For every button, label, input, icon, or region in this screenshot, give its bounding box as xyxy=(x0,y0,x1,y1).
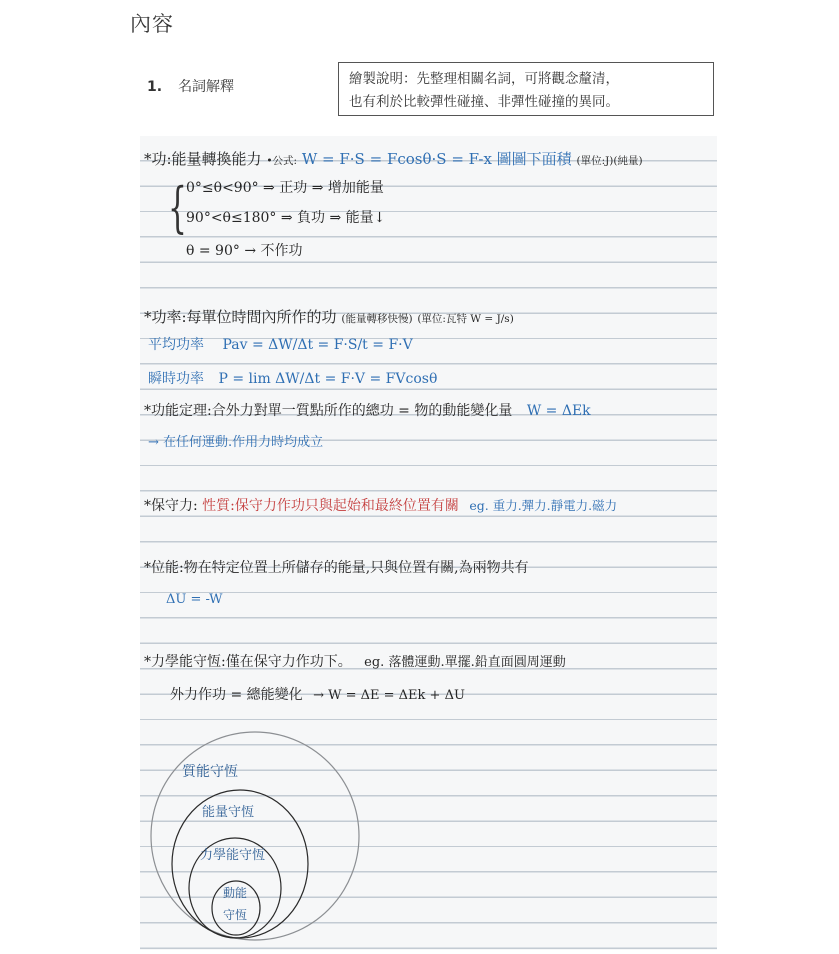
work-formula: W = F·S = Fcosθ·S = F-x 圖圖下面積 xyxy=(301,150,572,168)
page-heading: 內容 xyxy=(130,12,174,36)
work-case-1: 0°≤θ<90° ⇒ 正功 ⇒ 增加能量 xyxy=(186,180,384,196)
mech-eg: eg. 落體運動.單擺.鉛直面圓周運動 xyxy=(364,655,566,670)
mech-formula: → W = ΔE = ΔEk + ΔU xyxy=(313,688,465,703)
avg-power-formula: Pav = ΔW/Δt = F·S/t = F·V xyxy=(222,337,413,353)
handwritten-notebook-page xyxy=(140,136,717,950)
conservative-eg: eg. 重力.彈力.靜電力.磁力 xyxy=(469,498,618,513)
power-note: (能量轉移快慢) xyxy=(341,313,413,325)
theorem-note: → 在任何運動.作用力時均成立 xyxy=(148,435,324,450)
work-formula-label: •公式: xyxy=(266,155,298,167)
section-number: 1. xyxy=(147,79,163,95)
work-label: *功:能量轉換能力 xyxy=(144,150,262,168)
conservative-text: 性質:保守力作功只與起始和最終位置有關 xyxy=(202,498,459,514)
mech-label: *力學能守恆:僅在保守力作功下。 xyxy=(144,654,352,670)
diagram-inner-label-2: 守恆 xyxy=(223,908,248,922)
theorem-formula: W = ΔEk xyxy=(526,403,591,419)
diagram-second-label: 能量守恆 xyxy=(202,805,255,820)
inst-power-formula: P = lim ΔW/Δt = F·V = FVcosθ xyxy=(218,371,438,387)
work-unit: (單位:J)(純量) xyxy=(576,155,643,167)
avg-power-label: 平均功率 xyxy=(148,337,204,353)
drawing-note-box xyxy=(338,62,714,116)
potential-formula: ΔU = -W xyxy=(166,592,223,607)
case-brace: { xyxy=(168,176,187,239)
mech-work: 外力作功 = 總能變化 xyxy=(170,687,303,703)
work-case-3: θ = 90° → 不作功 xyxy=(186,243,303,259)
potential-label: *位能:物在特定位置上所儲存的能量,只與位置有關,為兩物共有 xyxy=(144,560,529,576)
power-unit: (單位:瓦特 W = J/s) xyxy=(417,313,514,325)
theorem-label: *功能定理:合外力對單一質點所作的總功 = 物的動能變化量 xyxy=(144,403,513,419)
diagram-third-label: 力學能守恆 xyxy=(200,848,266,863)
diagram-inner-label-1: 動能 xyxy=(223,886,248,900)
power-label: *功率:每單位時間內所作的功 xyxy=(144,308,337,326)
note-line-1: 繪製說明：先整理相關名詞，可將觀念釐清， xyxy=(349,71,619,87)
note-line-2: 也有利於比較彈性碰撞、非彈性碰撞的異同。 xyxy=(349,94,619,110)
work-case-2: 90°<θ≤180° ⇒ 負功 ⇒ 能量↓ xyxy=(186,210,386,226)
inst-power-label: 瞬時功率 xyxy=(148,371,204,387)
section-title-text: 名詞解釋 xyxy=(178,79,235,95)
conservative-label: *保守力: xyxy=(144,498,198,514)
conservation-nested-circles xyxy=(140,136,717,950)
diagram-outer-label: 質能守恆 xyxy=(182,764,238,780)
section-title xyxy=(147,76,234,96)
